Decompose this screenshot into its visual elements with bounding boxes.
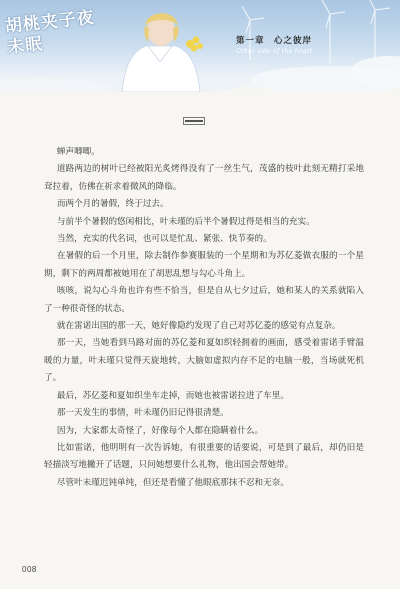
chapter-title: 第一章 心之彼岸 xyxy=(236,36,313,46)
section-divider-line xyxy=(185,120,203,122)
series-logo: 胡桃夹子夜未眠 xyxy=(4,7,96,58)
paragraph: 蝉声唧唧。 xyxy=(56,147,100,157)
paragraph: 道路两边的树叶已经被阳光炙烤得没有了一丝生气，茂盛的枝叶此刻无精打采地耷拉着，仿佛在祈求着微风的降临。 xyxy=(44,164,364,192)
paragraph: 与前半个暑假的悠闲相比，叶未瑾的后半个暑假过得是相当的充实。 xyxy=(56,216,315,227)
paragraph: 最后，苏亿菱和夏如织坐车走掉，而她也被雷诺拉进了车里。 xyxy=(56,390,289,401)
paragraph: 而两个月的暑假，终于过去。 xyxy=(56,199,169,210)
page-number: 008 xyxy=(22,565,37,574)
paragraph: 因为，大家都太奇怪了，好像每个人都在隐瞒着什么。 xyxy=(56,425,264,436)
paragraph: 那一天发生的事情，叶未瑾仍旧记得很清楚。 xyxy=(56,408,229,419)
paragraph: 就在雷诺出国的那一天，她好像隐约发现了自己对苏亿菱的感觉有点复杂。 xyxy=(56,321,341,332)
paragraph: 比如雷诺，他明明有一次告诉她，有很重要的话要说，可是到了最后，却仍旧是轻描淡写地撇开了话题，只问她想要什么礼物，他出国会帮她带。 xyxy=(44,442,364,471)
header-illustration xyxy=(0,0,400,92)
paragraph: 在暑假的后一个月里，除去制作参赛服装的一个星期和为苏亿菱做衣服的一个星期，剩下的两周都被她用在了胡思乱想与勾心斗角上。 xyxy=(44,251,364,279)
paragraph: 尽管叶未瑾迟钝单纯，但还是看懂了他眼底那抹不忍和无奈。 xyxy=(56,477,289,488)
character-figure xyxy=(122,13,200,92)
paragraph: 咳咳，说勾心斗角也许有些不恰当，但是自从七夕过后，她和某人的关系就陷入了一种很奇怪的状态。 xyxy=(44,286,364,314)
paragraph: 那一天，当她看到马路对面的苏亿菱和夏如织轻拥着的画面，感受着雷诺手臂温暖的力量，叶未瑾只觉得天旋地转，大脑如虚拟内存不足的电脑一般，当场就死机了。 xyxy=(44,338,364,384)
section-divider xyxy=(185,117,203,125)
chapter-body xyxy=(44,144,364,492)
paragraph: 当然，充实的代名词，也可以是忙乱、紧张、快节奏的。 xyxy=(56,234,272,245)
chapter-subtitle: Other side of the heart xyxy=(236,48,313,55)
